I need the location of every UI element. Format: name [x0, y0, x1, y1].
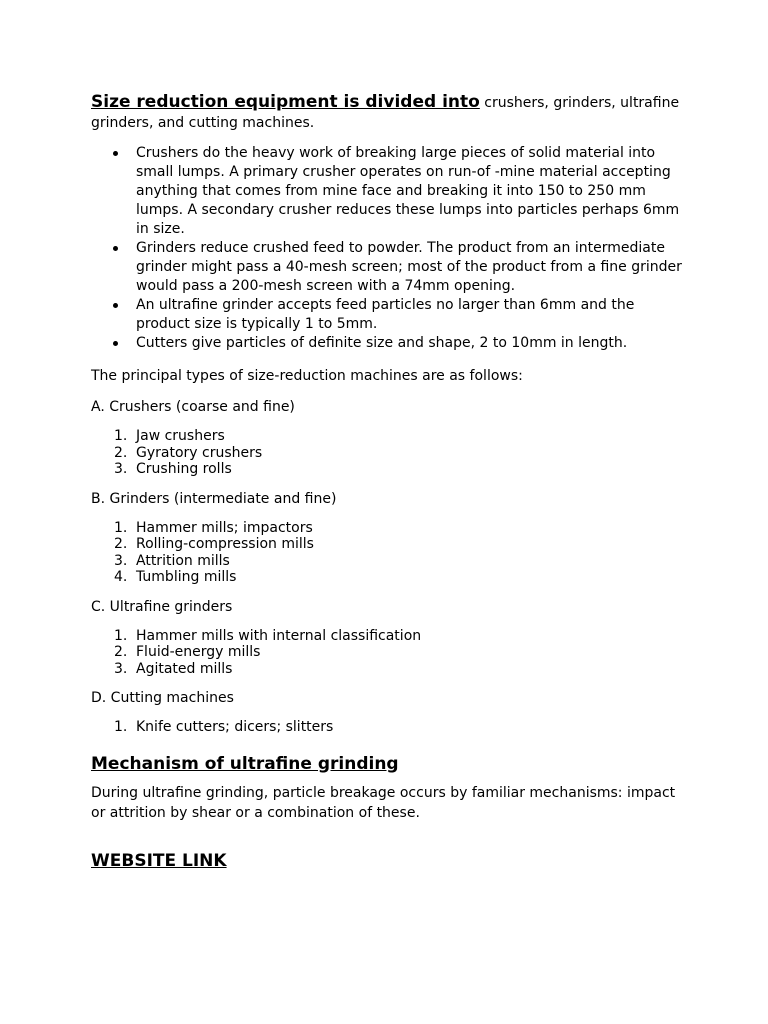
list-item: 2. Fluid-energy mills	[114, 644, 261, 660]
bullet-item-crushers: Crushers do the heavy work of breaking large pieces of solid material into small lumps. A primary crusher operates on run-of -mine material accepting anything that comes from mine face and breaking it into 150 to 250 mm lumps. A secondary crusher reduces these lumps into particles perhaps 6mm in size.	[136, 144, 691, 239]
bullet-icon	[113, 341, 118, 346]
list-item: 1. Jaw crushers	[114, 428, 225, 444]
list-item: 3. Agitated mills	[114, 660, 233, 677]
website-link[interactable]: WEBSITE LINK	[91, 850, 227, 871]
section-list-grinders	[91, 520, 691, 586]
section-list-cutting	[91, 719, 691, 736]
section-title-cutting: D. Cutting machines	[91, 690, 234, 706]
bullet-item-cutters: Cutters give particles of definite size and shape, 2 to 10mm in length.	[136, 334, 691, 353]
intro-paragraph	[91, 92, 691, 133]
list-item: 3. Crushing rolls	[114, 461, 232, 477]
list-item: 1. Hammer mills with internal classification	[114, 627, 422, 644]
bullet-icon	[113, 151, 118, 156]
section-title-grinders: B. Grinders (intermediate and fine)	[91, 490, 337, 507]
bullet-list	[91, 144, 691, 353]
list-item: 3. Attrition mills	[114, 552, 230, 569]
mechanism-heading: Mechanism of ultrafine grinding	[91, 753, 399, 774]
bullet-icon	[113, 246, 118, 251]
mechanism-text: During ultrafine grinding, particle breakage occurs by familiar mechanisms: impact or attrition by shear or a combination of these.	[91, 784, 676, 821]
list-item: 1. Knife cutters; dicers; slitters	[114, 719, 334, 735]
document-page	[91, 92, 691, 873]
list-item: 1. Hammer mills; impactors	[114, 519, 313, 536]
bullet-item-ultrafine: An ultrafine grinder accepts feed particles no larger than 6mm and the product size is typically 1 to 5mm.	[136, 296, 691, 334]
list-item: 2. Rolling-compression mills	[114, 536, 314, 552]
intro-text: crushers, grinders, ultrafine grinders, and cutting machines.	[91, 95, 680, 131]
section-list-crushers	[91, 428, 691, 478]
section-title-ultrafine: C. Ultrafine grinders	[91, 598, 233, 615]
section-title-crushers: A. Crushers (coarse and fine)	[91, 399, 295, 415]
intro-heading: Size reduction equipment is divided into	[91, 92, 480, 112]
bullet-icon	[113, 303, 118, 308]
principal-types-text: The principal types of size-reduction machines are as follows:	[91, 368, 523, 384]
bullet-item-grinders: Grinders reduce crushed feed to powder. The product from an intermediate grinder might pass a 40-mesh screen; most of the product from a fine grinder would pass a 200-mesh screen with a 74mm opening.	[136, 239, 691, 296]
section-list-ultrafine	[91, 628, 691, 678]
list-item: 2. Gyratory crushers	[114, 444, 263, 461]
list-item: 4. Tumbling mills	[114, 569, 237, 585]
